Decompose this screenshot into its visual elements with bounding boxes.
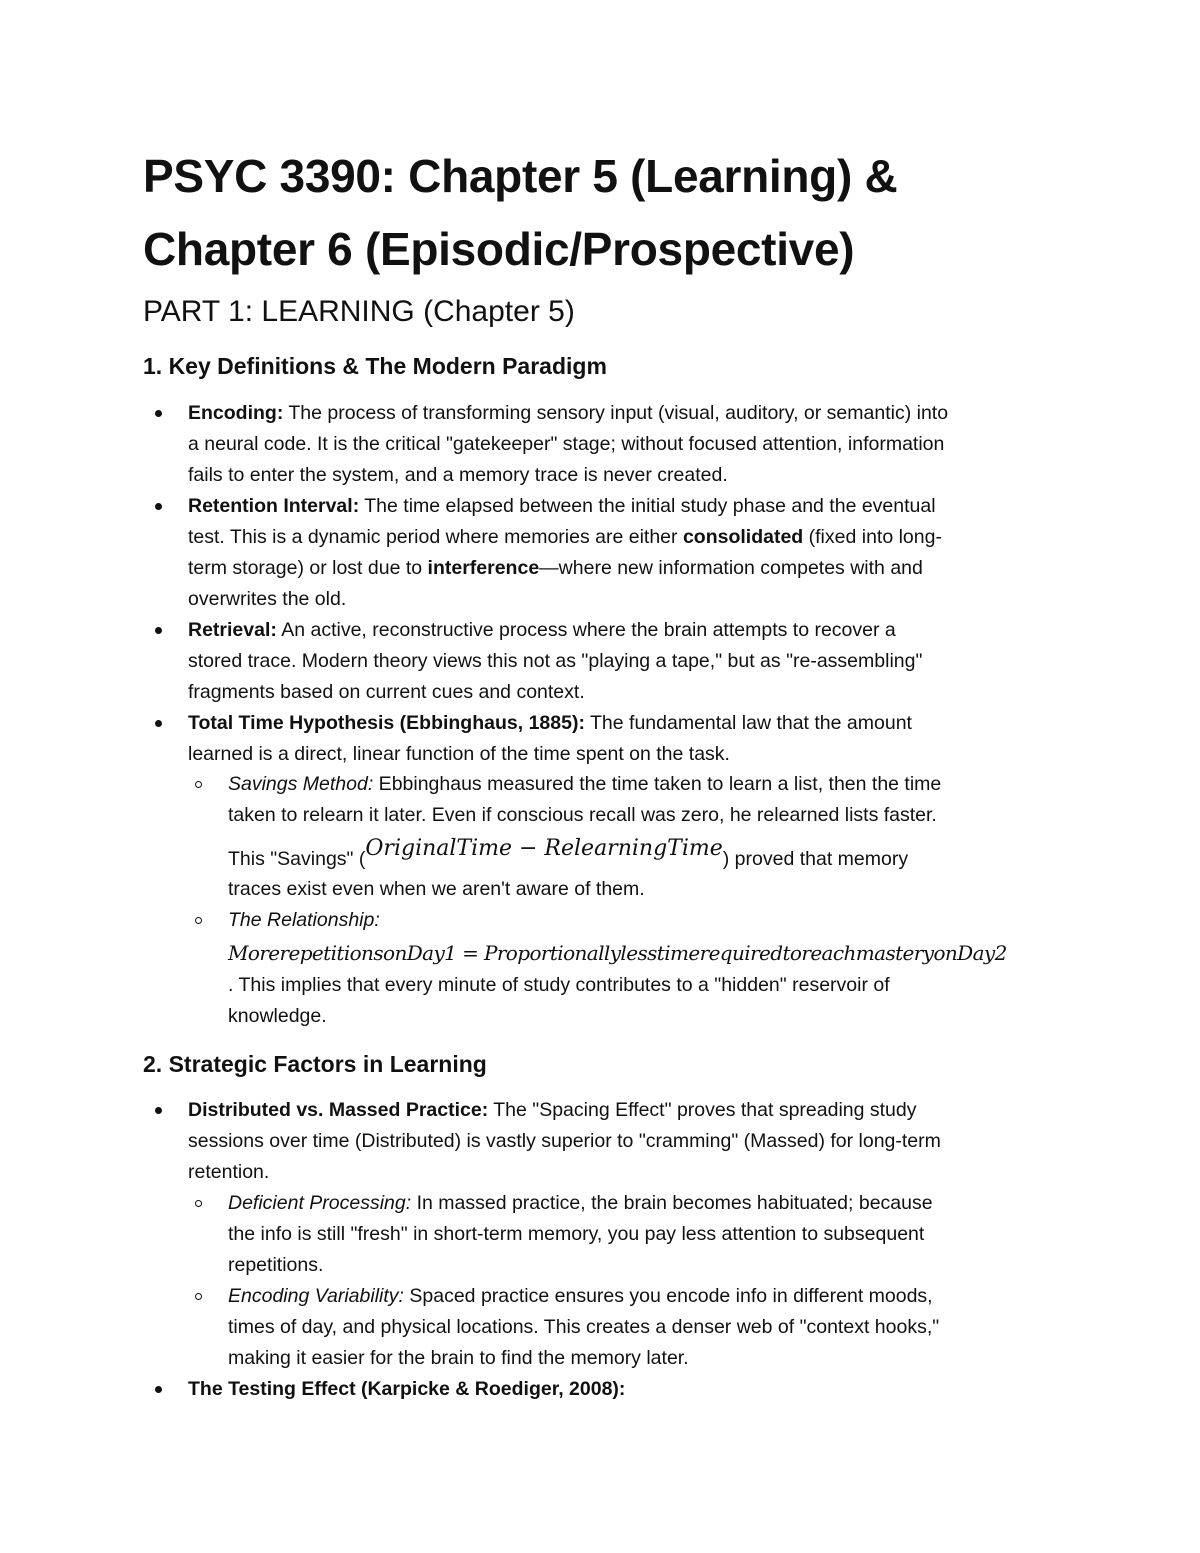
retention-text: term storage) or lost due to: [188, 557, 428, 579]
variability-line-2: times of day, and physical locations. This creates a denser web of "context hooks,": [228, 1316, 940, 1338]
bullet-dot: [155, 1386, 162, 1393]
encoding-term: Encoding:: [188, 402, 284, 424]
total-time-text: The fundamental law that the amount: [584, 712, 912, 734]
bullet-circle: [195, 1293, 202, 1300]
consolidated-term: consolidated: [682, 526, 804, 548]
bullet-dot: [155, 503, 162, 510]
testing-line-1: [188, 1374, 625, 1405]
variability-line-3: making it easier for the brain to find the memory later.: [228, 1347, 689, 1369]
deficient-term: Deficient Processing:: [228, 1192, 412, 1214]
variability-text: Spaced practice ensures you encode info in different moods,: [403, 1285, 933, 1307]
bullet-circle: [195, 781, 202, 788]
section-heading-strategic-factors: 2. Strategic Factors in Learning: [143, 1051, 487, 1077]
relationship-line-1: [228, 905, 380, 936]
savings-term: Savings Method:: [228, 773, 374, 795]
total-time-line-1: [188, 708, 912, 739]
encoding-line-3: fails to enter the system, and a memory trace is never created.: [188, 464, 728, 486]
relationship-formula-line: [228, 938, 1007, 970]
savings-text: Ebbinghaus measured the time taken to learn a list, then the time: [373, 773, 942, 795]
relationship-formula: MorerepetitionsonDay1 = ProportionallylesstimerequiredtoreachmasteryonDay2: [228, 941, 1007, 965]
retention-line-1: [188, 491, 936, 522]
distributed-line-2: sessions over time (Distributed) is vastly superior to "cramming" (Massed) for long-term: [188, 1130, 941, 1152]
savings-text: This "Savings" (: [228, 848, 366, 870]
bullet-circle: [195, 917, 202, 924]
savings-line-2: taken to relearn it later. Even if conscious recall was zero, he relearned lists faster.: [228, 804, 937, 826]
retrieval-line-2: stored trace. Modern theory views this not as "playing a tape," but as "re-assembling": [188, 650, 923, 672]
distributed-line-1: [188, 1095, 917, 1126]
bullet-dot: [155, 627, 162, 634]
total-time-term: Total Time Hypothesis (Ebbinghaus, 1885):: [188, 712, 585, 734]
deficient-line-2: the info is still "fresh" in short-term memory, you pay less attention to subsequent: [228, 1223, 925, 1245]
part-heading: PART 1: LEARNING (Chapter 5): [143, 295, 575, 328]
distributed-line-3: retention.: [188, 1161, 270, 1183]
savings-line-1: [228, 769, 941, 800]
retention-text: —where new information competes with and: [539, 557, 923, 579]
retrieval-line-1: [188, 615, 896, 646]
bullet-dot: [155, 1107, 162, 1114]
encoding-line-1: [188, 398, 948, 429]
deficient-text: In massed practice, the brain becomes habituated; because: [411, 1192, 933, 1214]
bullet-circle: [195, 1200, 202, 1207]
retention-text: test. This is a dynamic period where memories are either: [188, 526, 683, 548]
deficient-line-3: repetitions.: [228, 1254, 324, 1276]
bullet-dot: [155, 410, 162, 417]
retention-line-2: [188, 522, 942, 553]
document-title: [143, 140, 1043, 286]
savings-line-4: traces exist even when we aren't aware of them.: [228, 878, 645, 900]
retention-text: (fixed into long-: [803, 526, 942, 548]
encoding-line-2: a neural code. It is the critical "gatekeeper" stage; without focused attention, information: [188, 433, 945, 455]
encoding-text: The process of transforming sensory input (visual, auditory, or semantic) into: [283, 402, 949, 424]
distributed-text: The "Spacing Effect" proves that spreading study: [488, 1099, 917, 1121]
interference-term: interference: [427, 557, 540, 579]
retrieval-line-3: fragments based on current cues and context.: [188, 681, 585, 703]
relationship-term: The Relationship:: [228, 909, 380, 931]
total-time-line-2: learned is a direct, linear function of the time spent on the task.: [188, 743, 730, 765]
retention-term: Retention Interval:: [188, 495, 360, 517]
section-heading-key-definitions: 1. Key Definitions & The Modern Paradigm: [143, 353, 607, 379]
bullet-dot: [155, 720, 162, 727]
retention-line-3: [188, 553, 923, 584]
retrieval-text: An active, reconstructive process where the brain attempts to recover a: [276, 619, 896, 641]
savings-text: ) proved that memory: [722, 848, 909, 870]
savings-formula: OriginalTime − RelearningTime: [365, 836, 723, 861]
distributed-term: Distributed vs. Massed Practice:: [188, 1099, 489, 1121]
title-line-2: Chapter 6 (Episodic/Prospective): [143, 223, 855, 275]
variability-line-1: [228, 1281, 933, 1312]
variability-term: Encoding Variability:: [228, 1285, 404, 1307]
retention-text: The time elapsed between the initial study phase and the eventual: [359, 495, 936, 517]
relationship-line-3: . This implies that every minute of study contributes to a "hidden" reservoir of: [228, 974, 890, 996]
relationship-line-4: knowledge.: [228, 1005, 327, 1027]
deficient-line-1: [228, 1188, 933, 1219]
retention-line-4: overwrites the old.: [188, 588, 347, 610]
savings-line-3: [228, 836, 909, 875]
testing-term: The Testing Effect (Karpicke & Roediger, 2008):: [188, 1378, 626, 1400]
retrieval-term: Retrieval:: [188, 619, 277, 641]
title-line-1: PSYC 3390: Chapter 5 (Learning) &: [143, 150, 898, 202]
